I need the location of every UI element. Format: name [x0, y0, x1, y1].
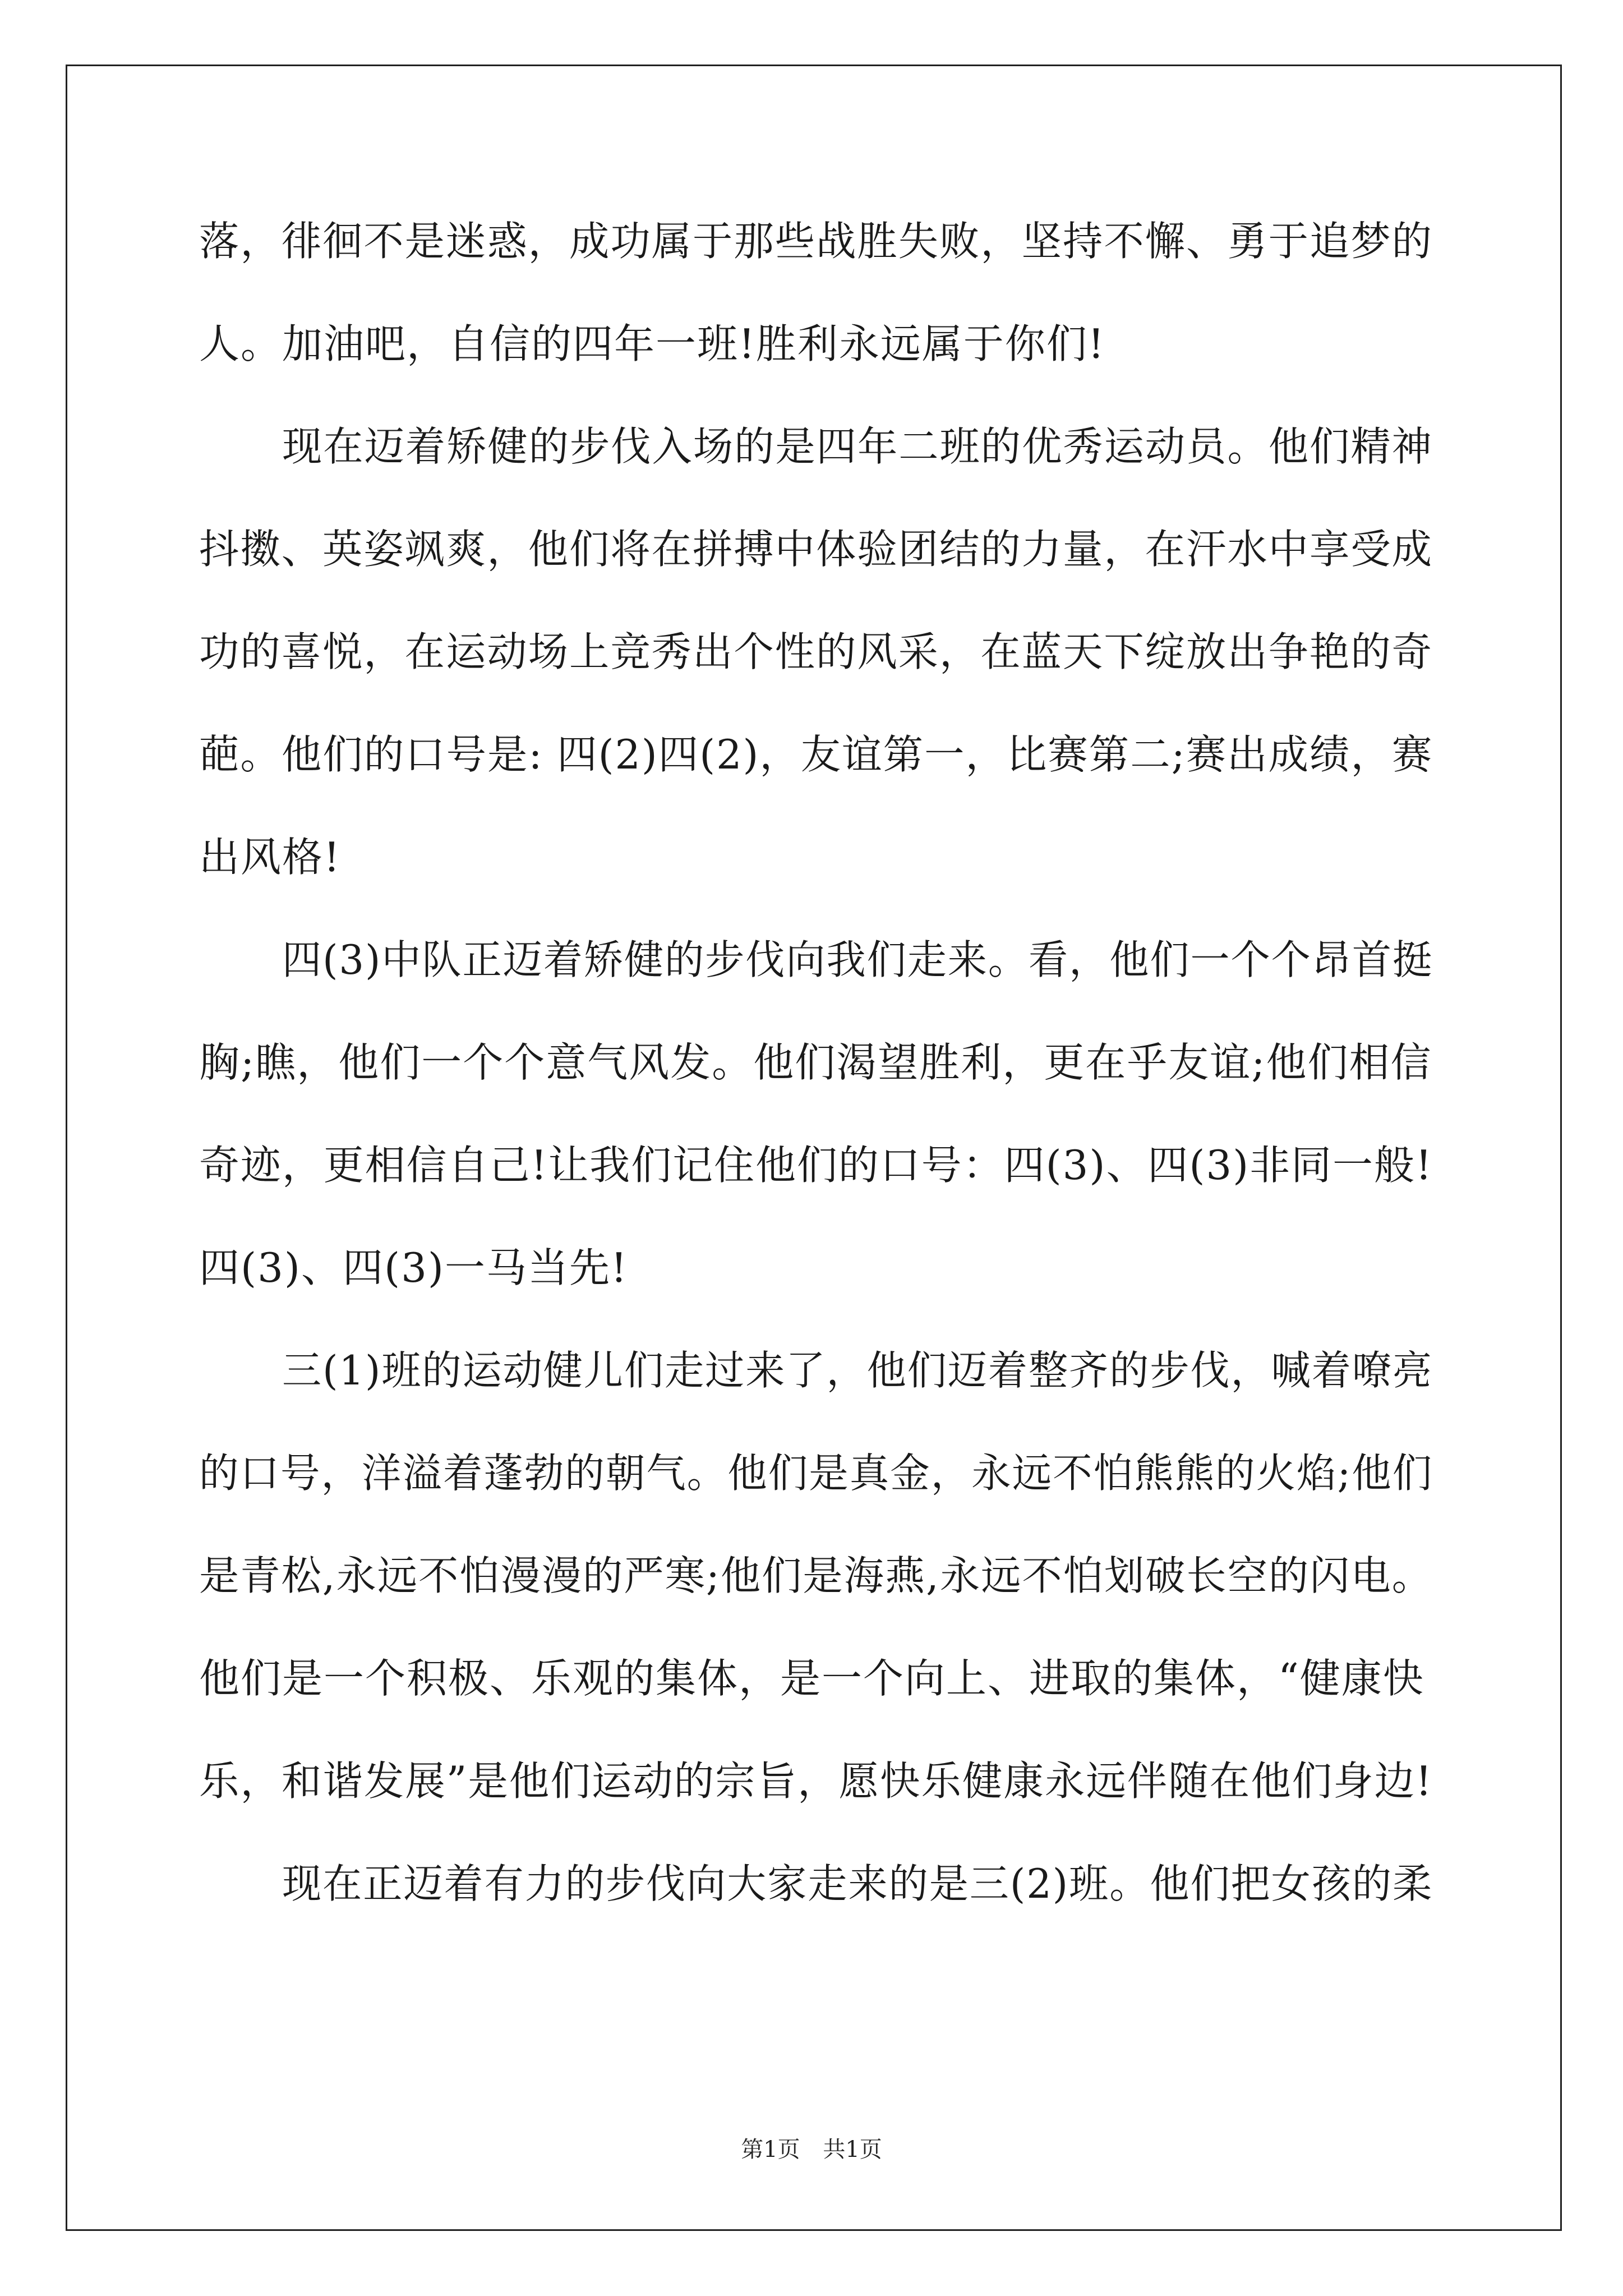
- text-line: 是青松,永远不怕漫漫的严寒;他们是海燕,永远不怕划破长空的闪电。: [199, 1552, 1433, 1599]
- paragraph-start-line: 现在迈着矫健的步伐入场的是四年二班的优秀运动员。他们精神: [282, 423, 1433, 470]
- text-line: 抖擞、英姿飒爽，他们将在拼搏中体验团结的力量，在汗水中享受成: [199, 526, 1433, 573]
- text-line: 落，徘徊不是迷惑，成功属于那些战胜失败，坚持不懈、勇于追梦的: [199, 218, 1433, 265]
- paragraph-start-line: 四(3)中队正迈着矫健的步伐向我们走来。看，他们一个个昂首挺: [282, 936, 1433, 983]
- text-line: 葩。他们的口号是: 四(2)四(2)，友谊第一，比赛第二;赛出成绩，赛: [199, 731, 1433, 778]
- text-line: 胸;瞧，他们一个个意气风发。他们渴望胜利，更在乎友谊;他们相信: [199, 1039, 1432, 1086]
- page-total: 共1页: [823, 2137, 882, 2162]
- text-line: 乐，和谐发展”是他们运动的宗旨，愿快乐健康永远伴随在他们身边!: [199, 1757, 1433, 1805]
- paragraph-start-line: 三(1)班的运动健儿们走过来了，他们迈着整齐的步伐，喊着嘹亮: [282, 1347, 1433, 1394]
- text-line: 奇迹，更相信自己!让我们记住他们的口号：四(3)、四(3)非同一般!: [199, 1142, 1433, 1189]
- text-line: 的口号，洋溢着蓬勃的朝气。他们是真金，永远不怕熊熊的火焰;他们: [199, 1450, 1433, 1497]
- text-line: 四(3)、四(3)一马当先!: [199, 1244, 628, 1291]
- page-number: 第1页: [741, 2137, 800, 2162]
- text-line: 功的喜悦，在运动场上竞秀出个性的风采，在蓝天下绽放出争艳的奇: [199, 628, 1433, 675]
- text-line: 他们是一个积极、乐观的集体，是一个向上、进取的集体，“健康快: [199, 1655, 1424, 1702]
- paragraph-start-line: 现在正迈着有力的步伐向大家走来的是三(2)班。他们把女孩的柔: [282, 1860, 1433, 1907]
- page-footer: [0, 2132, 1623, 2164]
- text-line: 人。加油吧，自信的四年一班!胜利永远属于你们!: [199, 320, 1105, 367]
- text-line: 出风格!: [199, 834, 341, 881]
